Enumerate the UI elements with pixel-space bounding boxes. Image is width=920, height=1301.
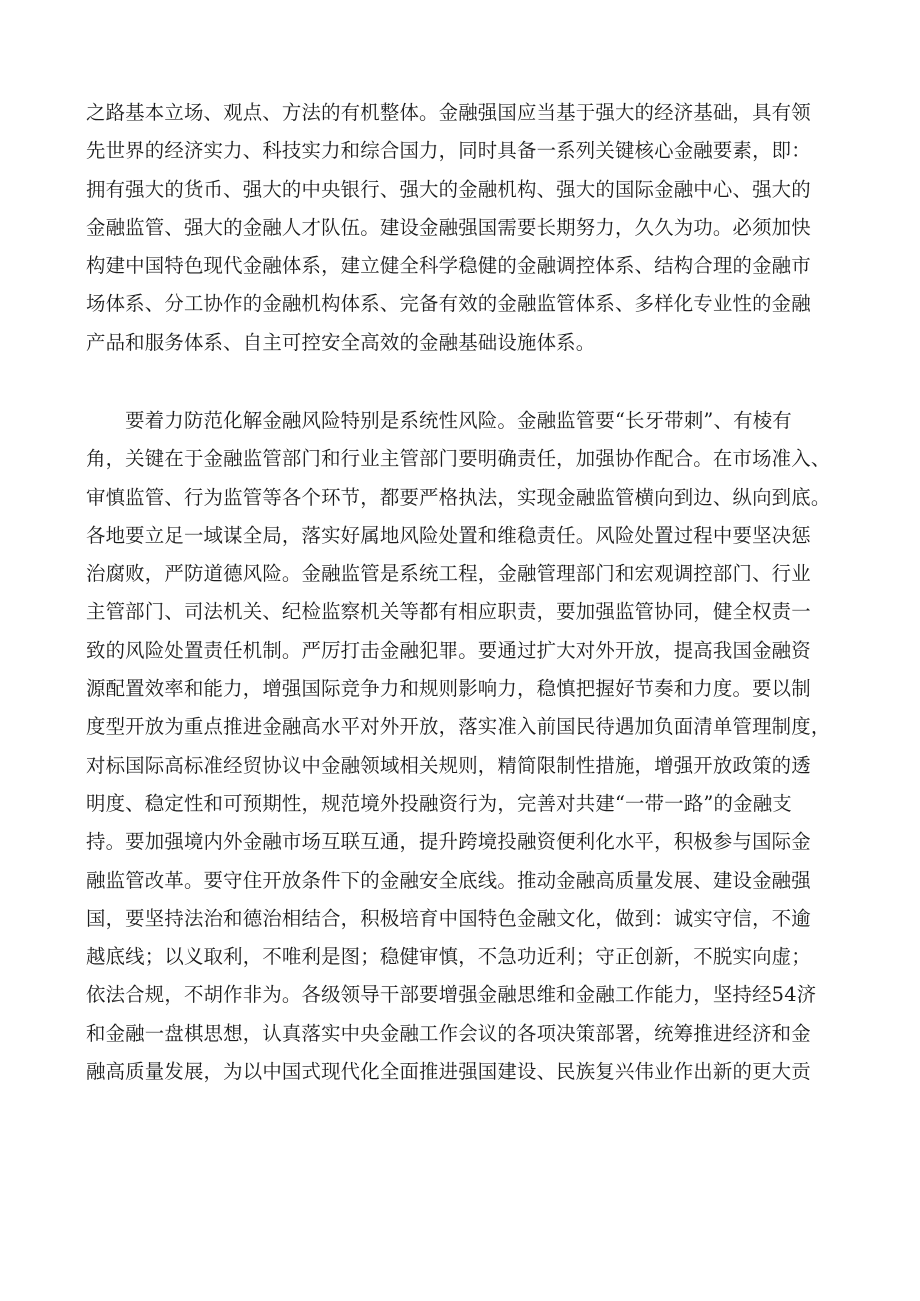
text-line: 越底线；以义取利，不唯利是图；稳健审慎，不急功近利；守正创新，不脱实向虚； (86, 945, 811, 969)
text-line: 度型开放为重点推进金融高水平对外开放，落实准入前国民待遇加负面清单管理制度， (86, 715, 831, 739)
text-line: 融监管改革。要守住开放条件下的金融安全底线。推动金融高质量发展、建设金融强 (86, 868, 811, 892)
text-line: 持。要加强境内外金融市场互联互通，提升跨境投融资便利化水平，积极参与国际金 (86, 830, 811, 854)
paragraph-1 (86, 94, 854, 362)
text-line: 依法合规，不胡作非为。各级领导干部要增强金融思维和金融工作能力，坚持经54济 (86, 983, 817, 1007)
paragraph-2 (86, 402, 854, 1091)
text-line: 源配置效率和能力，增强国际竞争力和规则影响力，稳慎把握好节奏和力度。要以制 (86, 677, 811, 701)
text-line: 先世界的经济实力、科技实力和综合国力，同时具备一系列关键核心金融要素，即： (86, 139, 811, 163)
text-line: 主管部门、司法机关、纪检监察机关等都有相应职责，要加强监管协同，健全权责一 (86, 600, 811, 624)
text-line: 国，要坚持法治和德治相结合，积极培育中国特色金融文化，做到：诚实守信，不逾 (86, 906, 811, 930)
text-line: 明度、稳定性和可预期性，规范境外投融资行为，完善对共建“一带一路”的金融支 (86, 791, 792, 815)
text-line: 融高质量发展，为以中国式现代化全面推进强国建设、民族复兴伟业作出新的更大贡 (86, 1060, 811, 1084)
text-line: 对标国际高标准经贸协议中金融领域相关规则，精简限制性措施，增强开放政策的透 (86, 753, 811, 777)
text-line: 产品和服务体系、自主可控安全高效的金融基础设施体系。 (86, 330, 596, 354)
text-line: 金融监管、强大的金融人才队伍。建设金融强国需要长期努力，久久为功。必须加快 (86, 215, 811, 239)
text-line: 审慎监管、行为监管等各个环节，都要严格执法，实现金融监管横向到边、纵向到底。 (86, 485, 831, 509)
text-line: 构建中国特色现代金融体系，建立健全科学稳健的金融调控体系、结构合理的金融市 (86, 254, 811, 278)
text-line: 致的风险处置责任机制。严厉打击金融犯罪。要通过扩大对外开放，提高我国金融资 (86, 638, 811, 662)
text-line: 场体系、分工协作的金融机构体系、完备有效的金融监管体系、多样化专业性的金融 (86, 292, 811, 316)
text-line: 各地要立足一域谋全局，落实好属地风险处置和维稳责任。风险处置过程中要坚决惩 (86, 523, 811, 547)
text-line: 要着力防范化解金融风险特别是系统性风险。金融监管要“长牙带刺”、有棱有 (86, 409, 792, 432)
text-line: 角，关键在于金融监管部门和行业主管部门要明确责任，加强协作配合。在市场准入、 (86, 447, 831, 471)
text-line: 拥有强大的货币、强大的中央银行、强大的金融机构、强大的国际金融中心、强大的 (86, 177, 811, 201)
text-line: 治腐败，严防道德风险。金融监管是系统工程，金融管理部门和宏观调控部门、行业 (86, 562, 811, 586)
text-line: 之路基本立场、观点、方法的有机整体。金融强国应当基于强大的经济基础，具有领 (86, 101, 811, 124)
text-line: 和金融一盘棋思想，认真落实中央金融工作会议的各项决策部署，统筹推进经济和金 (86, 1021, 811, 1045)
